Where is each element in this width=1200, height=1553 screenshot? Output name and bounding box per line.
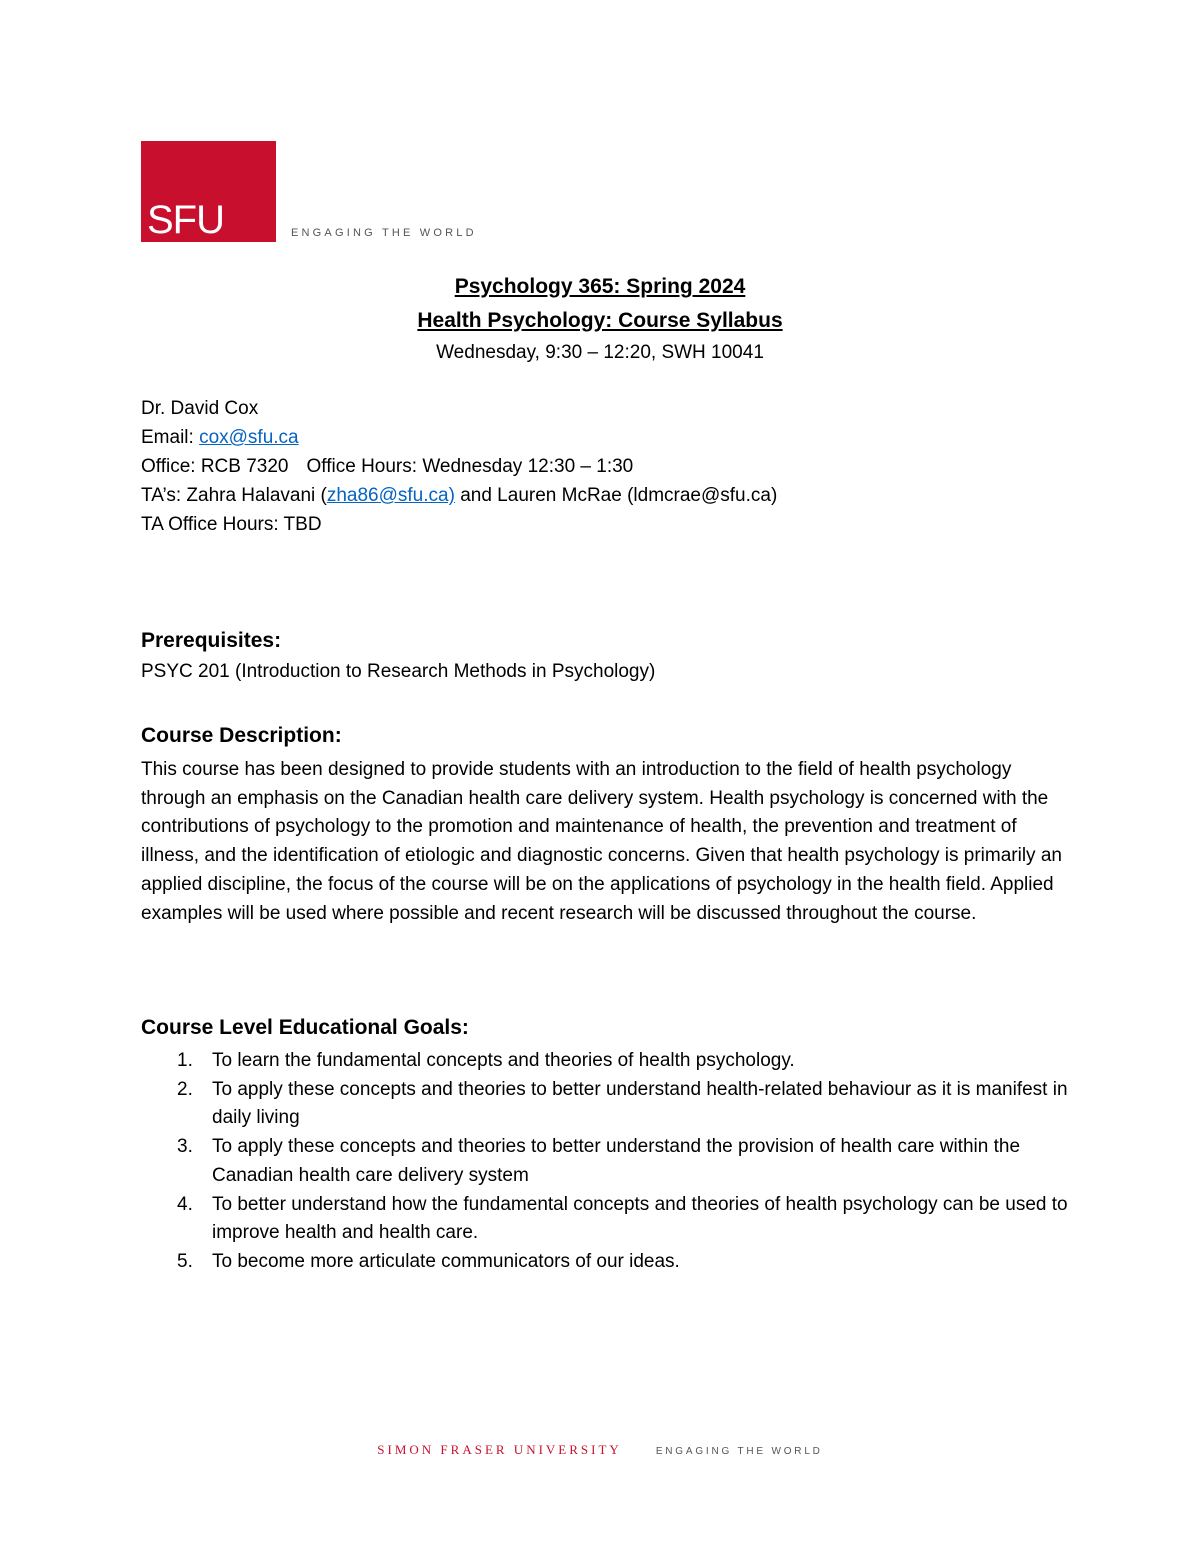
logo-tagline: ENGAGING THE WORLD: [291, 227, 477, 239]
prerequisites-text: PSYC 201 (Introduction to Research Methods in Psychology): [141, 661, 656, 682]
office-hours: Office Hours: Wednesday 12:30 – 1:30: [306, 456, 634, 477]
goals-list: [141, 1047, 1071, 1277]
list-item-number: 2.: [177, 1078, 193, 1100]
ta-email-link[interactable]: zha86@sfu.ca): [326, 485, 455, 506]
goals-heading: Course Level Educational Goals:: [141, 1016, 469, 1039]
page-footer: [0, 1441, 1200, 1459]
instructor-email-link[interactable]: cox@sfu.ca: [199, 427, 299, 448]
prerequisites-heading: Prerequisites:: [141, 629, 282, 652]
logo-mark: SFU: [147, 198, 224, 242]
list-item: [141, 1133, 1071, 1190]
list-item: [141, 1191, 1071, 1248]
office-line: [141, 456, 633, 478]
footer-tagline: ENGAGING THE WORLD: [655, 1446, 823, 1457]
instructor-email-line: [141, 427, 299, 449]
footer-university: SIMON FRASER UNIVERSITY: [377, 1442, 622, 1457]
list-item-number: 3.: [177, 1136, 193, 1158]
list-item-text: To apply these concepts and theories to better understand health-related behaviour as it is manifest in daily living: [212, 1078, 1068, 1129]
ta-prefix: TA’s: Zahra Halavani (: [141, 485, 327, 506]
course-schedule: Wednesday, 9:30 – 12:20, SWH 10041: [436, 342, 764, 363]
office-location: Office: RCB 7320: [141, 456, 289, 477]
email-label: Email:: [141, 427, 200, 448]
list-item: [141, 1076, 1071, 1133]
list-item-text: To learn the fundamental concepts and theories of health psychology.: [212, 1050, 795, 1071]
list-item-number: 4.: [177, 1193, 193, 1215]
list-item-text: To become more articulate communicators of our ideas.: [212, 1250, 680, 1272]
list-item-number: 5.: [177, 1250, 193, 1272]
ta-line: [141, 485, 777, 507]
course-title: Psychology 365: Spring 2024: [454, 275, 746, 298]
description-text: This course has been designed to provide students with an introduction to the field of health psychology through an emphasis on the Canadian health care delivery system. Health psychology is concerned with the contributions of psychology to the promotion and maintenance of health, the prevention and treatment of illness, and the identification of etiologic and diagnostic concerns. Given that health psychology is primarily an applied discipline, the focus of the course will be on the applications of psychology in the health field. Applied examples will be used where possible and recent research will be discussed throughout the course.: [141, 759, 1062, 924]
instructor-name: Dr. David Cox: [141, 398, 259, 419]
description-heading: Course Description:: [141, 724, 342, 747]
list-item-number: 1.: [177, 1050, 193, 1071]
list-item: [141, 1047, 1071, 1076]
list-item-text: To apply these concepts and theories to better understand the provision of health care within the Canadian health care delivery system: [212, 1136, 1021, 1186]
sfu-logo: [141, 141, 276, 242]
syllabus-title: Health Psychology: Course Syllabus: [417, 309, 783, 332]
list-item: [141, 1248, 1071, 1277]
ta-suffix: and Lauren McRae (ldmcrae@sfu.ca): [454, 485, 778, 506]
ta-office-hours: TA Office Hours: TBD: [141, 514, 322, 535]
list-item-text: To better understand how the fundamental concepts and theories of health psychology can be used to improve health and health care.: [212, 1193, 1068, 1244]
